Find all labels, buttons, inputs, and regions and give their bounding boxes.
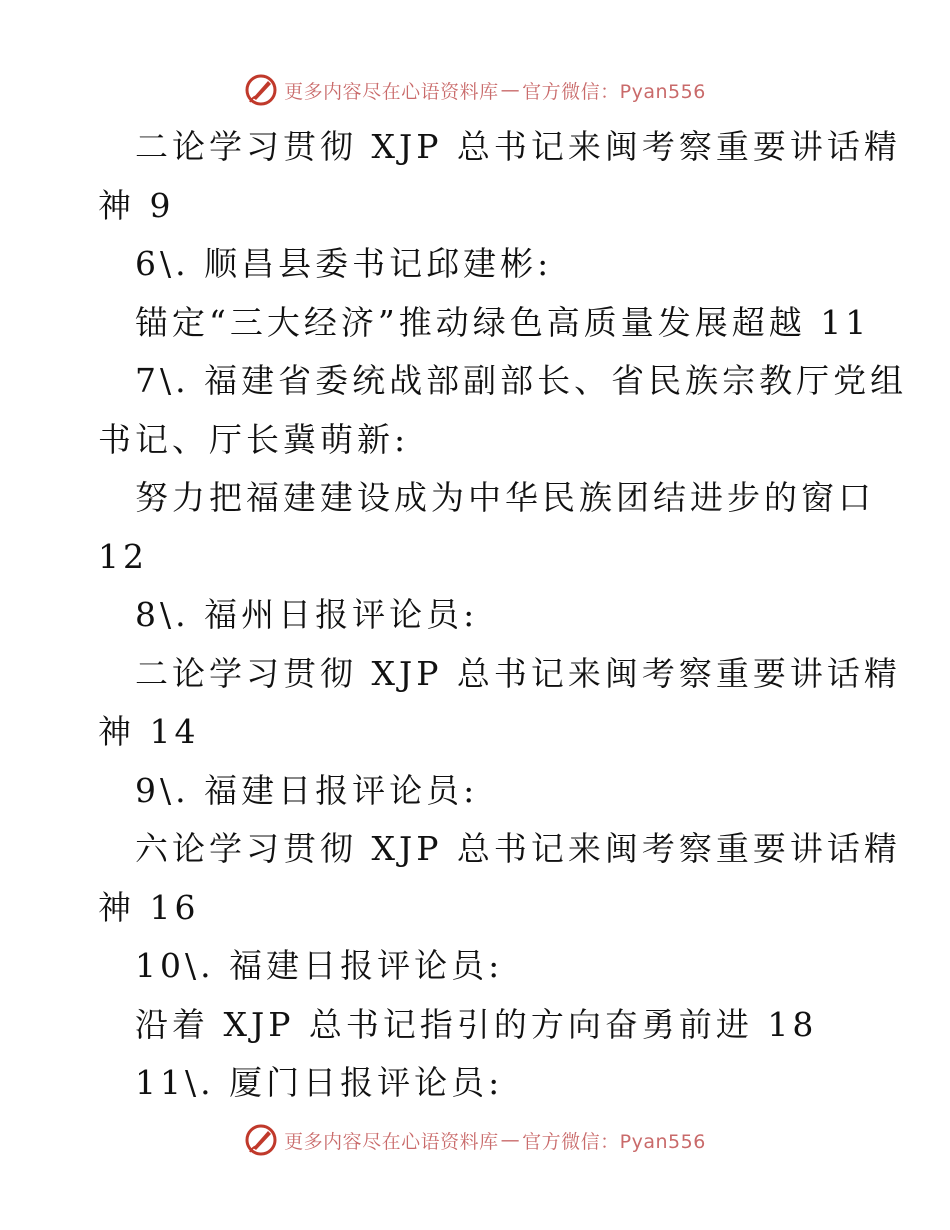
header-watermark-banner xyxy=(0,70,950,110)
text-line: 努力把福建建设成为中华民族团结进步的窗口 xyxy=(135,478,875,517)
text-line: 6\. 顺昌县委书记邱建彬: xyxy=(135,244,553,283)
text-line: 8\. 福州日报评论员: xyxy=(135,595,479,634)
watermark-contact-text: 官方微信：Pyan556 xyxy=(522,1130,706,1153)
watermark-dash: — xyxy=(500,79,521,101)
text-line: 11\. 厦门日报评论员: xyxy=(135,1063,504,1102)
text-line: 二论学习贯彻 XJP 总书记来闽考察重要讲话精 xyxy=(135,653,901,693)
text-line: 二论学习贯彻 XJP 总书记来闽考察重要讲话精 xyxy=(135,127,901,166)
quill-logo-icon xyxy=(244,73,278,107)
watermark-dash: — xyxy=(500,1129,521,1151)
text-line: 9\. 福建日报评论员: xyxy=(135,770,479,810)
watermark-brand-text: 更多内容尽在心语资料库 xyxy=(284,1130,499,1153)
text-line: 10\. 福建日报评论员: xyxy=(135,946,504,985)
text-line: 六论学习贯彻 XJP 总书记来闽考察重要讲话精 xyxy=(135,829,901,868)
document-body xyxy=(0,118,950,1113)
footer-watermark-banner xyxy=(0,1120,950,1160)
watermark-brand-text: 更多内容尽在心语资料库 xyxy=(284,80,499,103)
text-line: 沿着 XJP 总书记指引的方向奋勇前进 18 xyxy=(135,1004,818,1044)
quill-logo-icon xyxy=(244,1123,278,1157)
text-line: 锚定“三大经济”推动绿色高质量发展超越 11 xyxy=(135,302,871,342)
text-line: 神 16 xyxy=(98,887,200,927)
watermark-contact-text: 官方微信：Pyan556 xyxy=(522,80,706,103)
text-line: 神 14 xyxy=(98,712,200,751)
text-line: 神 9 xyxy=(98,185,175,225)
text-line: 7\. 福建省委统战部副部长、省民族宗教厅党组 xyxy=(135,361,908,400)
text-line: 书记、厅长冀萌新: xyxy=(98,419,410,459)
text-line: 12 xyxy=(98,536,148,576)
